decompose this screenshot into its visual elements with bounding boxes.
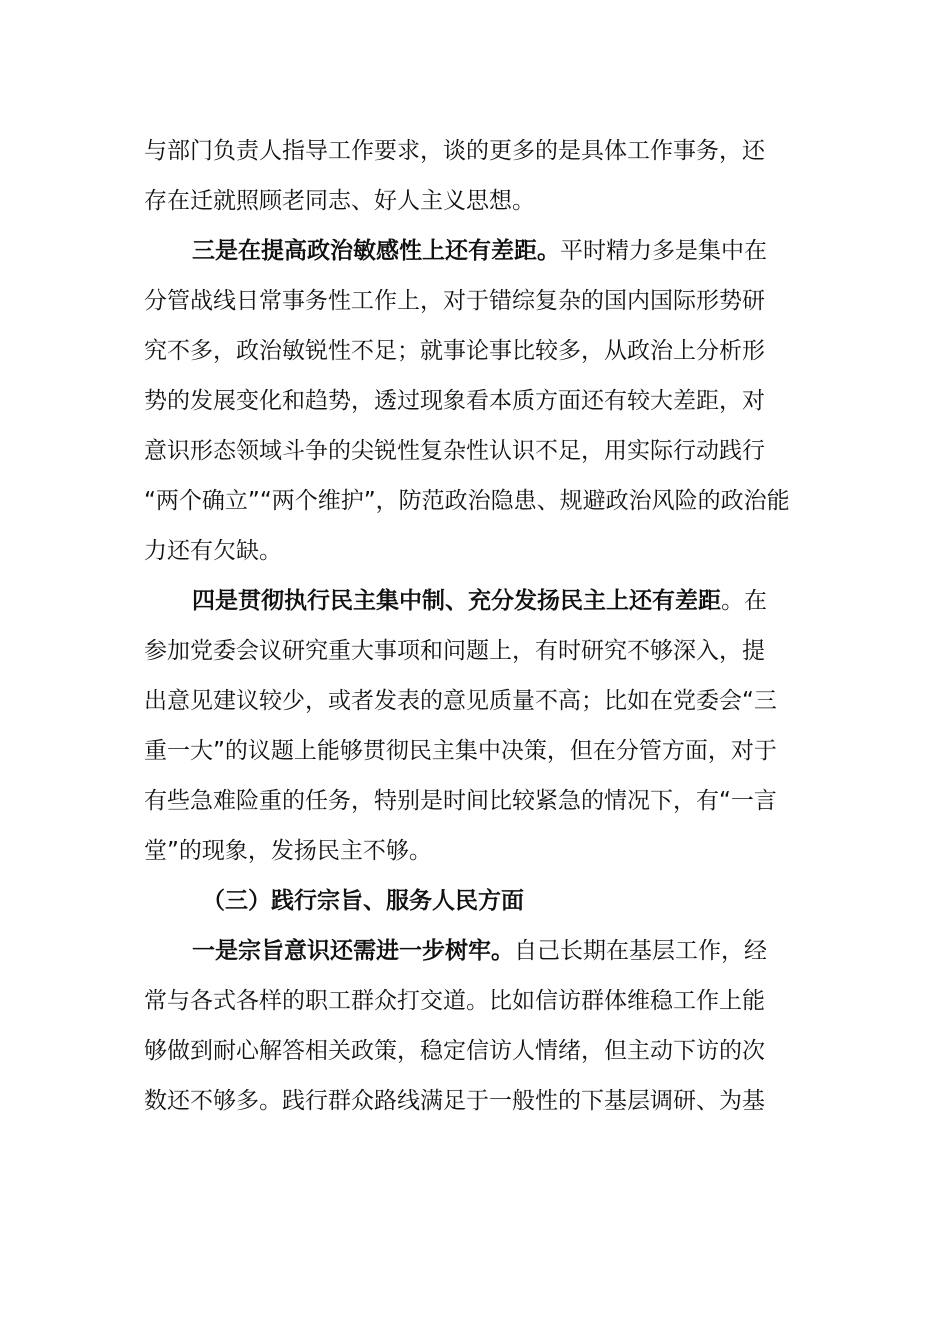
line-text: 重一大”的议题上能够贯彻民主集中决策，但在分管方面，对于 xyxy=(144,738,777,764)
text-line xyxy=(144,776,804,826)
text-line xyxy=(144,126,804,176)
text-line xyxy=(144,626,804,676)
text-line xyxy=(144,376,804,426)
section-heading xyxy=(144,876,804,926)
line-text: 平时精力多是集中在 xyxy=(560,238,767,264)
document-body xyxy=(144,126,804,1126)
line-text: 堂”的现象，发扬民主不够。 xyxy=(144,838,432,864)
line-text: 意识形态领域斗争的尖锐性复杂性认识不足，用实际行动践行 xyxy=(144,438,765,464)
line-text: 参加党委会议研究重大事项和问题上，有时研究不够深入，提 xyxy=(144,638,765,664)
line-text: 数还不够多。践行群众路线满足于一般性的下基层调研、为基 xyxy=(144,1088,765,1114)
paragraph-lead-heading: 四是贯彻执行民主集中制、充分发扬民主上还有差距 xyxy=(192,588,721,614)
section-heading-text: （三）践行宗旨、服务人民方面 xyxy=(202,888,524,914)
line-text: 究不多，政治敏锐性不足；就事论事比较多，从政治上分析形 xyxy=(144,338,765,364)
text-line xyxy=(144,976,804,1026)
text-line xyxy=(144,476,804,526)
paragraph-continuation xyxy=(144,126,804,226)
line-text: 自己长期在基层工作，经 xyxy=(514,938,767,964)
line-text: 。在 xyxy=(721,588,767,614)
paragraph-lead-heading: 一是宗旨意识还需进一步树牢。 xyxy=(192,938,514,964)
text-line xyxy=(144,226,804,276)
line-text: 出意见建议较少，或者发表的意见质量不高；比如在党委会“三 xyxy=(144,688,777,714)
text-line xyxy=(144,176,804,226)
line-text: 常与各式各样的职工群众打交道。比如信访群体维稳工作上能 xyxy=(144,988,765,1014)
line-text: 与部门负责人指导工作要求，谈的更多的是具体工作事务，还 xyxy=(144,138,765,164)
line-text: 势的发展变化和趋势，透过现象看本质方面还有较大差距，对 xyxy=(144,388,765,414)
text-line xyxy=(144,826,804,876)
text-line xyxy=(144,276,804,326)
text-line xyxy=(144,876,804,926)
paragraph-democratic-centralism xyxy=(144,576,804,876)
text-line xyxy=(144,426,804,476)
line-text: 够做到耐心解答相关政策，稳定信访人情绪，但主动下访的次 xyxy=(144,1038,765,1064)
line-text: 力还有欠缺。 xyxy=(144,538,282,564)
text-line xyxy=(144,576,804,626)
paragraph-political-sensitivity xyxy=(144,226,804,576)
text-line xyxy=(144,676,804,726)
text-line xyxy=(144,526,804,576)
line-text: 分管战线日常事务性工作上，对于错综复杂的国内国际形势研 xyxy=(144,288,765,314)
text-line xyxy=(144,1026,804,1076)
text-line xyxy=(144,1076,804,1126)
paragraph-lead-heading: 三是在提高政治敏感性上还有差距。 xyxy=(192,238,560,264)
text-line xyxy=(144,726,804,776)
paragraph-purpose-awareness xyxy=(144,926,804,1126)
text-line xyxy=(144,926,804,976)
text-line xyxy=(144,326,804,376)
line-text: 存在迁就照顾老同志、好人主义思想。 xyxy=(144,188,535,214)
line-text: “两个确立”“两个维护”，防范政治隐患、规避政治风险的政治能 xyxy=(144,488,790,514)
line-text: 有些急难险重的任务，特别是时间比较紧急的情况下，有“一言 xyxy=(144,788,777,814)
